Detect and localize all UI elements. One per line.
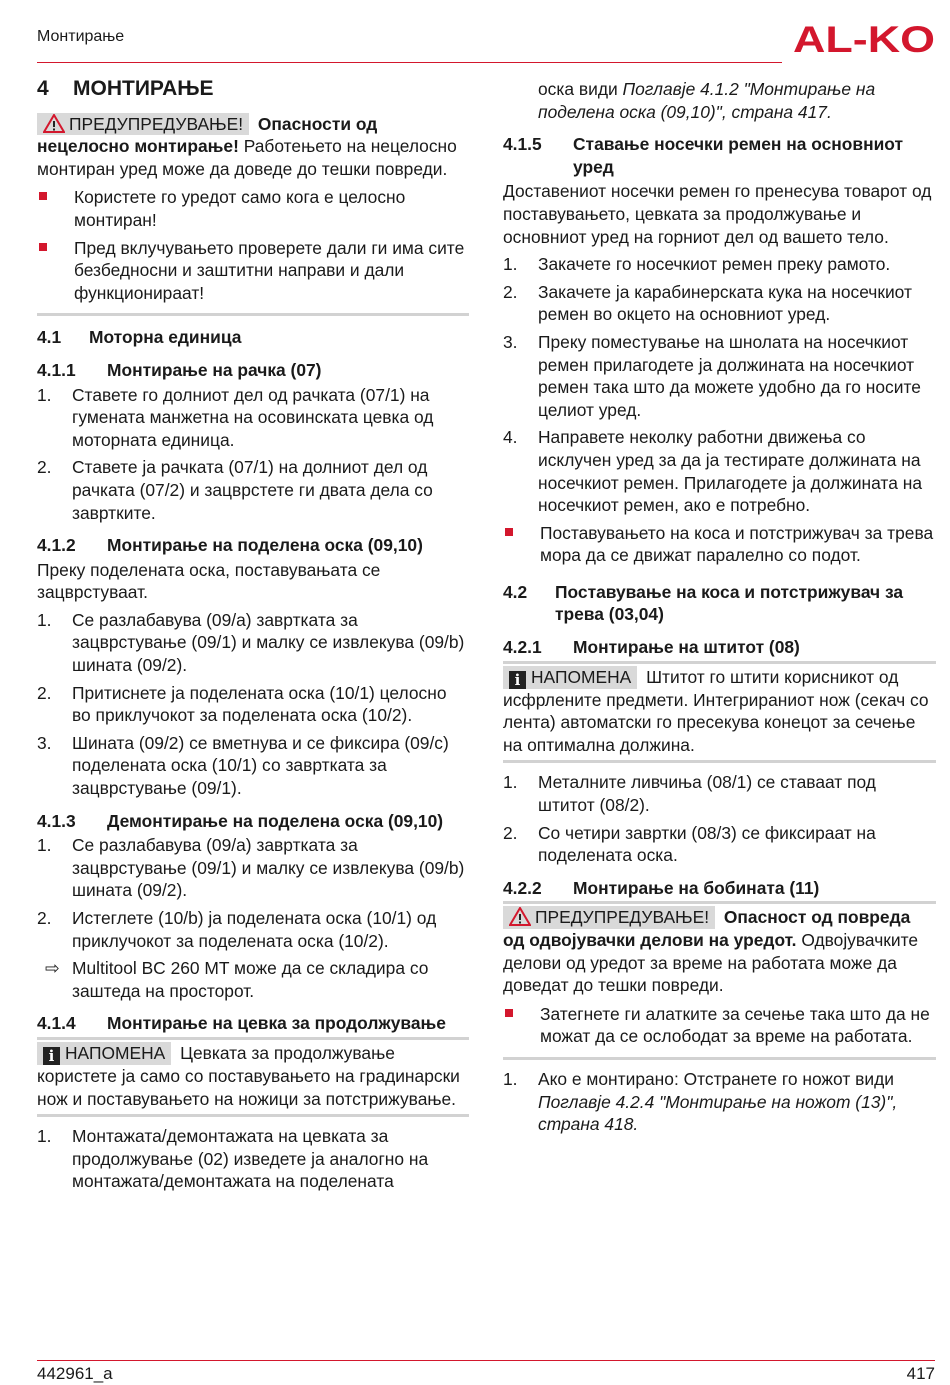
list-item: 1. Монтажата/демонтажата на цевката за продолжување (02) изведете ја аналогно на монтажата/демонтажата на поделената: [37, 1126, 429, 1192]
list-item: 2. Закачете ја карабинерската кука на носечкиот ремен во окцето на основниот уред.: [503, 281, 912, 325]
svg-text:AL-KO: AL-KO: [793, 22, 935, 56]
paragraph: Доставениот носечки ремен го пренесува товарот од поставувањето, цевката за продолжување и основниот уред на горниот дел од вашето тело.: [503, 181, 932, 247]
warning-callout: ПРЕДУПРЕДУВАЊЕ! Опасност од повреда од одвојувачки делови на уредот. Одвојувачките делови од уредот за време на работата може да доведат до тешки повреди. Затегнете ги алатките за сечење така што да не можат да се ослободат за време на работата.: [503, 901, 936, 1060]
list-item: 4. Направете неколку работни движења со исклучен уред за да ја тестирате должината на носечкиот ремен. Прилагодете ја должината на носечкиот ремен, ако е потребно.: [503, 427, 922, 516]
section-heading-4-2: 4.2 Поставување на коса и потстрижувач за трева (03,04): [503, 581, 904, 625]
document-number: 442961_a: [37, 1364, 113, 1383]
list-item: 2. Притиснете ја поделената оска (10/1) целосно во приклучокот за поделената оска (10/2).: [37, 682, 447, 726]
list-item: 1. Закачете го носечкиот ремен преку рамото.: [503, 254, 891, 275]
list-item: 1. Се разлабавува (09/a) завртката за зацврстување (09/1) и малку се извлекува (09/b) шината (09/2).: [37, 835, 465, 901]
section-heading-4-2-2: 4.2.2 Монтирање на бобината (11): [503, 877, 820, 898]
section-heading-4-1-5: 4.1.5 Ставање носечки ремен на основниот уред: [503, 134, 904, 177]
warning-icon: [509, 907, 531, 926]
list-item: 1. Се разлабавува (09/a) завртката за зацврстување (09/1) и малку се извлекува (09/b) шината (09/2).: [37, 609, 465, 676]
section-heading-4-1: 4.1 Моторна единица: [37, 327, 242, 348]
section-heading-4-1-2: 4.1.2 Монтирање на поделена оска (09,10): [37, 535, 423, 556]
warning-icon: [43, 114, 65, 133]
list-item: 2. Со четири завртки (08/3) се фиксираат на поделената оска.: [503, 822, 876, 866]
bullet-square-icon: [505, 1009, 513, 1017]
page-header-title: Монтирање: [37, 28, 125, 45]
bullet-square-icon: [39, 243, 47, 251]
list-item: 1. Ако е монтирано: Отстранете го ножот види Поглавје 4.2.4 "Монтирање на ножот (13)", страна 418.: [503, 1068, 898, 1135]
list-item: 2. Ставете ја рачката (07/1) на долниот дел од рачката (07/2) и зацврстете ги двата дела со завртките.: [37, 457, 433, 523]
warning-tag: ПРЕДУПРЕДУВАЊЕ!: [37, 113, 249, 136]
list-item: 2. Истеглете (10/b) ја поделената оска (10/1) од приклучокот за поделената оска (10/2).: [37, 908, 437, 951]
note-callout: i НАПОМЕНА Штитот го штити корисникот од исфрлените предмети. Интегрираниот нож (секач со лента) автоматски го пресекува конецот за сечење на оптимална должина.: [503, 661, 936, 764]
list-item: 3. Преку поместување на шнолата на носечкиот ремен прилагодете ја должината на носечкиот ремен така што да можете удобно да го носите целиот уред.: [503, 331, 921, 420]
warning-tag: ПРЕДУПРЕДУВАЊЕ!: [503, 906, 715, 929]
info-icon: i: [509, 671, 526, 689]
paragraph: Преку поделената оска, поставувањата се зацврстуваат.: [37, 559, 381, 603]
chapter-reference: Поглавје 4.2.4 "Монтирање на ножот (13)", страна 418.: [538, 1091, 898, 1135]
list-item: Пред вклучувањето проверете дали ги има сите безбедносни и заштитни направи и дали функционираат!: [37, 237, 469, 305]
list-item: 3. Шината (09/2) се вметнува и се фиксира (09/c) поделената оска (10/1) со завртката за зацврстување (09/1).: [37, 732, 449, 799]
header-rule: [37, 62, 782, 63]
section-heading-4-2-1: 4.2.1 Монтирање на штитот (08): [503, 637, 800, 658]
list-item: Затегнете ги алатките за сечење така што да не можат да се ослободат за време на работата.: [503, 1003, 936, 1048]
page-number: 417: [906, 1364, 935, 1383]
section-heading-4: 4 МОНТИРАЊЕ: [37, 77, 214, 100]
info-icon: i: [43, 1047, 60, 1065]
result-item: ⇨ Multitool BC 260 MT може да се складира со заштеда на просторот.: [37, 957, 469, 1002]
section-heading-4-1-4: 4.1.4 Монтирање на цевка за продолжување: [37, 1013, 446, 1034]
result-arrow-icon: ⇨: [45, 958, 60, 979]
list-item: 1. Металните ливчиња (08/1) се ставаат под штитот (08/2).: [503, 772, 876, 816]
chapter-reference: Поглавје 4.1.2 "Монтирање на поделена оска (09,10)", страна 417.: [538, 79, 876, 122]
right-column: [503, 78, 936, 1141]
list-item: Поставувањето на коса и потстрижувач за трева мора да се движат паралелно со подот.: [503, 522, 936, 567]
warning-callout: ПРЕДУПРЕДУВАЊЕ! Опасности од нецелосно монтирање! Работењето на нецелосно монтиран уред може да доведе до тешки повреди. Користете го уредот само кога е целосно монтиран! Пред вклучувањето проверете дали ги има сите безбедносни и заштитни направи и дали функционираат!: [37, 113, 469, 317]
section-heading-4-1-3: 4.1.3 Демонтирање на поделена оска (09,10): [37, 810, 444, 831]
bullet-square-icon: [39, 192, 47, 200]
note-tag: i НАПОМЕНА: [503, 666, 637, 689]
left-column: [37, 78, 469, 1198]
list-item: Користете го уредот само кога е целосно монтиран!: [37, 186, 469, 231]
list-item: 1. Ставете го долниот дел од рачката (07/1) на гумената манжетна на осовинската цевка од моторната единица.: [37, 384, 434, 450]
section-heading-4-1-1: 4.1.1 Монтирање на рачка (07): [37, 359, 322, 380]
bullet-square-icon: [505, 528, 513, 536]
note-tag: i НАПОМЕНА: [37, 1042, 171, 1065]
footer-rule: [37, 1360, 935, 1361]
alko-logo: [793, 22, 935, 56]
continued-text: оска види Поглавје 4.1.2 "Монтирање на поделена оска (09,10)", страна 417.: [538, 79, 876, 122]
note-callout: i НАПОМЕНА Цевката за продолжување користете ја само со поставувањето на градинарски нож и поставувањето на ножици за потстрижување.: [37, 1037, 469, 1117]
